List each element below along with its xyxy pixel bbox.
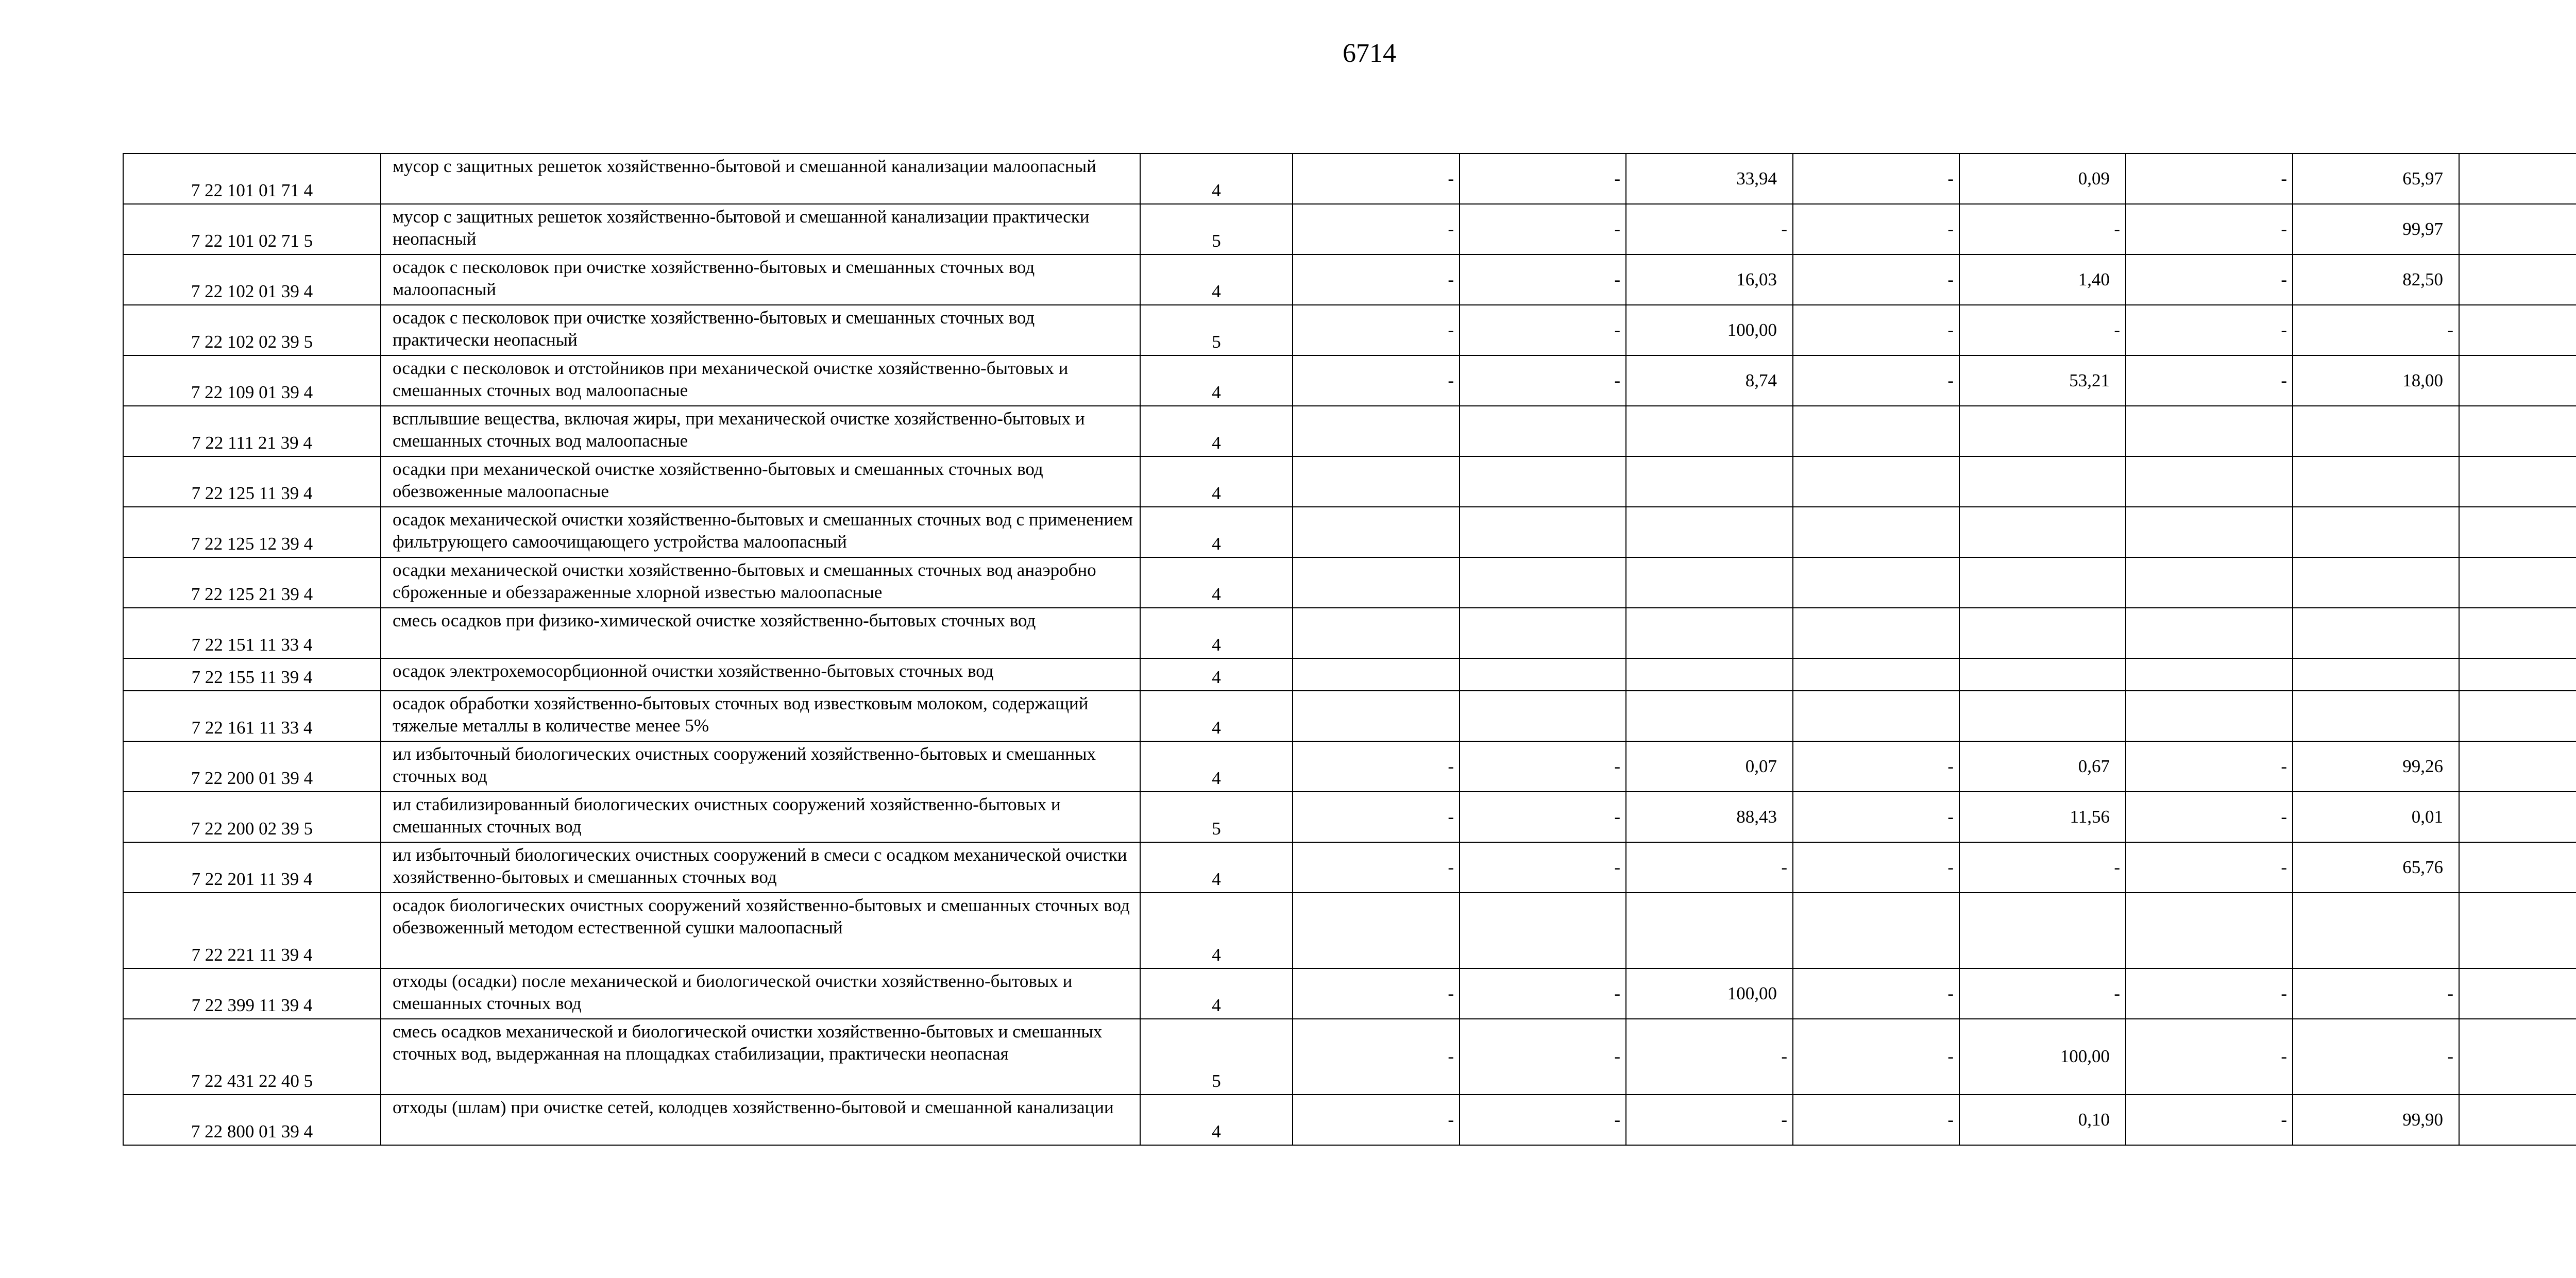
value-cell: - bbox=[1793, 968, 1959, 1019]
value-cell bbox=[1626, 658, 1793, 691]
value-cell: - bbox=[1626, 1019, 1793, 1095]
value-cell bbox=[1293, 893, 1460, 968]
value-cell: - bbox=[1460, 254, 1626, 305]
value-cell: - bbox=[2126, 305, 2293, 355]
value-cell: - bbox=[2126, 968, 2293, 1019]
value-cell bbox=[1626, 456, 1793, 507]
value-cell bbox=[1793, 608, 1959, 658]
value-cell bbox=[1626, 893, 1793, 968]
value-cell bbox=[1793, 406, 1959, 456]
value-cell: 100,00 bbox=[1626, 968, 1793, 1019]
hazard-class-cell: 4 bbox=[1140, 691, 1293, 741]
value-cell bbox=[1460, 456, 1626, 507]
value-cell: - bbox=[1793, 792, 1959, 842]
waste-code-cell: 7 22 125 12 39 4 bbox=[123, 507, 381, 557]
value-cell: - bbox=[1293, 968, 1460, 1019]
waste-name-cell: ил стабилизированный биологических очистных сооружений хозяйственно-бытовых и смешанных сточных вод bbox=[381, 792, 1140, 842]
value-cell bbox=[1959, 406, 2126, 456]
value-cell bbox=[2459, 154, 2576, 204]
value-cell: 0,67 bbox=[1959, 741, 2126, 792]
value-cell: 65,76 bbox=[2293, 842, 2459, 893]
table-row bbox=[123, 305, 2576, 355]
waste-code-cell: 7 22 161 11 33 4 bbox=[123, 691, 381, 741]
value-cell: - bbox=[1460, 154, 1626, 204]
value-cell bbox=[1626, 557, 1793, 608]
value-cell bbox=[2126, 691, 2293, 741]
waste-code-cell: 7 22 125 21 39 4 bbox=[123, 557, 381, 608]
value-cell: 1,40 bbox=[1959, 254, 2126, 305]
hazard-class-cell: 4 bbox=[1140, 741, 1293, 792]
hazard-class-cell: 5 bbox=[1140, 305, 1293, 355]
waste-name-cell: смесь осадков при физико-химической очистке хозяйственно-бытовых сточных вод bbox=[381, 608, 1140, 658]
table-row bbox=[123, 406, 2576, 456]
table-row bbox=[123, 507, 2576, 557]
value-cell: - bbox=[1626, 1095, 1793, 1145]
table-row bbox=[123, 792, 2576, 842]
value-cell bbox=[2459, 893, 2576, 968]
value-cell: - bbox=[1793, 355, 1959, 406]
table-row bbox=[123, 204, 2576, 254]
waste-code-cell: 7 22 200 01 39 4 bbox=[123, 741, 381, 792]
table-row bbox=[123, 608, 2576, 658]
table-row bbox=[123, 658, 2576, 691]
value-cell bbox=[2293, 406, 2459, 456]
value-cell: - bbox=[2126, 1019, 2293, 1095]
value-cell: - bbox=[1626, 204, 1793, 254]
value-cell: 99,26 bbox=[2293, 741, 2459, 792]
value-cell bbox=[2293, 691, 2459, 741]
value-cell bbox=[2459, 406, 2576, 456]
value-cell bbox=[2459, 204, 2576, 254]
waste-name-cell: осадок механической очистки хозяйственно-бытовых и смешанных сточных вод с применением фильтрующего самоочищающего устройства малоопасный bbox=[381, 507, 1140, 557]
value-cell: 0,10 bbox=[1959, 1095, 2126, 1145]
waste-name-cell: осадок с песколовок при очистке хозяйственно-бытовых и смешанных сточных вод практически неопасный bbox=[381, 305, 1140, 355]
value-cell: 18,00 bbox=[2293, 355, 2459, 406]
value-cell: - bbox=[2126, 842, 2293, 893]
value-cell bbox=[1293, 406, 1460, 456]
value-cell bbox=[2293, 557, 2459, 608]
hazard-class-cell: 4 bbox=[1140, 658, 1293, 691]
value-cell bbox=[1959, 456, 2126, 507]
value-cell bbox=[1460, 608, 1626, 658]
value-cell bbox=[2126, 456, 2293, 507]
hazard-class-cell: 5 bbox=[1140, 204, 1293, 254]
value-cell bbox=[2459, 456, 2576, 507]
hazard-class-cell: 4 bbox=[1140, 968, 1293, 1019]
value-cell: - bbox=[1793, 254, 1959, 305]
waste-code-cell: 7 22 200 02 39 5 bbox=[123, 792, 381, 842]
value-cell bbox=[2126, 557, 2293, 608]
value-cell: - bbox=[1460, 741, 1626, 792]
waste-code-cell: 7 22 102 02 39 5 bbox=[123, 305, 381, 355]
value-cell: 0,01 bbox=[2293, 792, 2459, 842]
value-cell: - bbox=[1293, 154, 1460, 204]
value-cell bbox=[1460, 406, 1626, 456]
value-cell bbox=[2459, 968, 2576, 1019]
value-cell: 33,94 bbox=[1626, 154, 1793, 204]
value-cell bbox=[2459, 691, 2576, 741]
waste-name-cell: смесь осадков механической и биологической очистки хозяйственно-бытовых и смешанных сточных вод, выдержанная на площадках стабилизации, практически неопасная bbox=[381, 1019, 1140, 1095]
table-body bbox=[123, 154, 2576, 1145]
waste-name-cell: мусор с защитных решеток хозяйственно-бытовой и смешанной канализации малоопасный bbox=[381, 154, 1140, 204]
table-row bbox=[123, 254, 2576, 305]
value-cell: - bbox=[1293, 305, 1460, 355]
value-cell bbox=[1460, 557, 1626, 608]
value-cell: - bbox=[2126, 204, 2293, 254]
waste-code-cell: 7 22 800 01 39 4 bbox=[123, 1095, 381, 1145]
waste-code-cell: 7 22 151 11 33 4 bbox=[123, 608, 381, 658]
value-cell bbox=[1293, 507, 1460, 557]
value-cell bbox=[1959, 658, 2126, 691]
hazard-class-cell: 4 bbox=[1140, 456, 1293, 507]
value-cell bbox=[1793, 658, 1959, 691]
value-cell bbox=[2293, 456, 2459, 507]
value-cell: - bbox=[1293, 1019, 1460, 1095]
value-cell bbox=[2459, 1019, 2576, 1095]
value-cell: - bbox=[1293, 741, 1460, 792]
value-cell bbox=[2459, 1095, 2576, 1145]
value-cell: - bbox=[2293, 968, 2459, 1019]
hazard-class-cell: 4 bbox=[1140, 893, 1293, 968]
value-cell: - bbox=[1959, 968, 2126, 1019]
value-cell bbox=[2126, 658, 2293, 691]
waste-code-cell: 7 22 155 11 39 4 bbox=[123, 658, 381, 691]
table-row bbox=[123, 691, 2576, 741]
table-row bbox=[123, 1019, 2576, 1095]
hazard-class-cell: 4 bbox=[1140, 355, 1293, 406]
value-cell: - bbox=[1460, 355, 1626, 406]
waste-code-cell: 7 22 221 11 39 4 bbox=[123, 893, 381, 968]
value-cell bbox=[1460, 691, 1626, 741]
value-cell: 88,43 bbox=[1626, 792, 1793, 842]
table-row bbox=[123, 893, 2576, 968]
value-cell: - bbox=[1460, 792, 1626, 842]
waste-code-cell: 7 22 399 11 39 4 bbox=[123, 968, 381, 1019]
waste-name-cell: осадок биологических очистных сооружений хозяйственно-бытовых и смешанных сточных вод обезвоженный методом естественной сушки малоопасный bbox=[381, 893, 1140, 968]
value-cell: 53,21 bbox=[1959, 355, 2126, 406]
value-cell bbox=[1293, 658, 1460, 691]
value-cell: - bbox=[2293, 1019, 2459, 1095]
value-cell bbox=[2459, 608, 2576, 658]
hazard-class-cell: 4 bbox=[1140, 557, 1293, 608]
value-cell bbox=[2126, 893, 2293, 968]
table-row bbox=[123, 968, 2576, 1019]
value-cell bbox=[1959, 608, 2126, 658]
value-cell: 16,03 bbox=[1626, 254, 1793, 305]
value-cell: - bbox=[1793, 154, 1959, 204]
waste-name-cell: отходы (осадки) после механической и биологической очистки хозяйственно-бытовых и смешанных сточных вод bbox=[381, 968, 1140, 1019]
value-cell: 100,00 bbox=[1626, 305, 1793, 355]
waste-code-cell: 7 22 109 01 39 4 bbox=[123, 355, 381, 406]
value-cell bbox=[1293, 691, 1460, 741]
value-cell: - bbox=[2126, 1095, 2293, 1145]
waste-code-cell: 7 22 101 02 71 5 bbox=[123, 204, 381, 254]
value-cell bbox=[2459, 842, 2576, 893]
hazard-class-cell: 5 bbox=[1140, 792, 1293, 842]
value-cell: 100,00 bbox=[1959, 1019, 2126, 1095]
value-cell: 82,50 bbox=[2293, 254, 2459, 305]
value-cell bbox=[1293, 557, 1460, 608]
value-cell: - bbox=[1793, 204, 1959, 254]
waste-code-cell: 7 22 101 01 71 4 bbox=[123, 154, 381, 204]
value-cell bbox=[1959, 557, 2126, 608]
value-cell: - bbox=[2293, 305, 2459, 355]
value-cell bbox=[2459, 507, 2576, 557]
value-cell: - bbox=[1793, 842, 1959, 893]
value-cell bbox=[2459, 557, 2576, 608]
value-cell bbox=[2126, 608, 2293, 658]
value-cell: - bbox=[2126, 792, 2293, 842]
value-cell bbox=[1793, 507, 1959, 557]
value-cell bbox=[1793, 456, 1959, 507]
table-row bbox=[123, 842, 2576, 893]
value-cell bbox=[1460, 658, 1626, 691]
value-cell bbox=[1793, 691, 1959, 741]
value-cell bbox=[2126, 507, 2293, 557]
value-cell: - bbox=[1959, 842, 2126, 893]
value-cell bbox=[2459, 658, 2576, 691]
waste-name-cell: осадки с песколовок и отстойников при механической очистке хозяйственно-бытовых и смешанных сточных вод малоопасные bbox=[381, 355, 1140, 406]
value-cell: - bbox=[1793, 1019, 1959, 1095]
waste-name-cell: осадки при механической очистке хозяйственно-бытовых и смешанных сточных вод обезвоженные малоопасные bbox=[381, 456, 1140, 507]
value-cell: - bbox=[1793, 305, 1959, 355]
value-cell: - bbox=[1460, 1019, 1626, 1095]
value-cell: - bbox=[2126, 741, 2293, 792]
waste-code-cell: 7 22 201 11 39 4 bbox=[123, 842, 381, 893]
table-row bbox=[123, 456, 2576, 507]
value-cell: 11,56 bbox=[1959, 792, 2126, 842]
value-cell: 8,74 bbox=[1626, 355, 1793, 406]
hazard-class-cell: 4 bbox=[1140, 842, 1293, 893]
value-cell: - bbox=[1293, 842, 1460, 893]
value-cell bbox=[2293, 658, 2459, 691]
waste-name-cell: отходы (шлам) при очистке сетей, колодцев хозяйственно-бытовой и смешанной канализации bbox=[381, 1095, 1140, 1145]
value-cell bbox=[1959, 691, 2126, 741]
value-cell bbox=[2293, 507, 2459, 557]
value-cell bbox=[2126, 406, 2293, 456]
table-row bbox=[123, 741, 2576, 792]
value-cell bbox=[1959, 507, 2126, 557]
value-cell bbox=[1959, 893, 2126, 968]
value-cell bbox=[1460, 507, 1626, 557]
value-cell bbox=[2459, 254, 2576, 305]
hazard-class-cell: 4 bbox=[1140, 507, 1293, 557]
value-cell bbox=[1293, 456, 1460, 507]
value-cell: 65,97 bbox=[2293, 154, 2459, 204]
value-cell bbox=[1626, 691, 1793, 741]
waste-name-cell: осадок с песколовок при очистке хозяйственно-бытовых и смешанных сточных вод малоопасный bbox=[381, 254, 1140, 305]
value-cell bbox=[2459, 305, 2576, 355]
waste-composition-table bbox=[123, 153, 2576, 1146]
value-cell: - bbox=[1460, 968, 1626, 1019]
value-cell: - bbox=[1460, 842, 1626, 893]
hazard-class-cell: 4 bbox=[1140, 254, 1293, 305]
waste-name-cell: осадок электрохемосорбционной очистки хозяйственно-бытовых сточных вод bbox=[381, 658, 1140, 691]
value-cell: - bbox=[1293, 355, 1460, 406]
value-cell: - bbox=[1293, 792, 1460, 842]
value-cell: - bbox=[1460, 305, 1626, 355]
value-cell: - bbox=[2126, 254, 2293, 305]
value-cell bbox=[2459, 792, 2576, 842]
waste-code-cell: 7 22 125 11 39 4 bbox=[123, 456, 381, 507]
waste-code-cell: 7 22 102 01 39 4 bbox=[123, 254, 381, 305]
value-cell bbox=[2459, 355, 2576, 406]
value-cell: - bbox=[1959, 305, 2126, 355]
table-row bbox=[123, 355, 2576, 406]
waste-code-cell: 7 22 431 22 40 5 bbox=[123, 1019, 381, 1095]
value-cell: - bbox=[1793, 1095, 1959, 1145]
hazard-class-cell: 5 bbox=[1140, 1019, 1293, 1095]
value-cell: - bbox=[1460, 1095, 1626, 1145]
table-row bbox=[123, 1095, 2576, 1145]
hazard-class-cell: 4 bbox=[1140, 608, 1293, 658]
value-cell: 0,09 bbox=[1959, 154, 2126, 204]
table-row bbox=[123, 557, 2576, 608]
waste-name-cell: ил избыточный биологических очистных сооружений в смеси с осадком механической очистки хозяйственно-бытовых и смешанных сточных вод bbox=[381, 842, 1140, 893]
value-cell: - bbox=[1293, 204, 1460, 254]
value-cell bbox=[2459, 741, 2576, 792]
value-cell: - bbox=[1626, 842, 1793, 893]
hazard-class-cell: 4 bbox=[1140, 1095, 1293, 1145]
value-cell: - bbox=[2126, 154, 2293, 204]
value-cell bbox=[1293, 608, 1460, 658]
value-cell bbox=[1460, 893, 1626, 968]
value-cell: - bbox=[1959, 204, 2126, 254]
value-cell: - bbox=[1293, 254, 1460, 305]
value-cell bbox=[2293, 608, 2459, 658]
value-cell bbox=[2293, 893, 2459, 968]
value-cell: 0,07 bbox=[1626, 741, 1793, 792]
value-cell: - bbox=[1460, 204, 1626, 254]
page-number: 6714 bbox=[1343, 39, 1396, 68]
waste-code-cell: 7 22 111 21 39 4 bbox=[123, 406, 381, 456]
waste-name-cell: ил избыточный биологических очистных сооружений хозяйственно-бытовых и смешанных сточных вод bbox=[381, 741, 1140, 792]
value-cell: 99,90 bbox=[2293, 1095, 2459, 1145]
table-row bbox=[123, 154, 2576, 204]
waste-name-cell: всплывшие вещества, включая жиры, при механической очистке хозяйственно-бытовых и смешанных сточных вод малоопасные bbox=[381, 406, 1140, 456]
value-cell bbox=[1626, 608, 1793, 658]
value-cell bbox=[1793, 893, 1959, 968]
value-cell: 99,97 bbox=[2293, 204, 2459, 254]
value-cell bbox=[1793, 557, 1959, 608]
value-cell bbox=[1626, 507, 1793, 557]
waste-name-cell: мусор с защитных решеток хозяйственно-бытовой и смешанной канализации практически неопасный bbox=[381, 204, 1140, 254]
waste-name-cell: осадок обработки хозяйственно-бытовых сточных вод известковым молоком, содержащий тяжелые металлы в количестве менее 5% bbox=[381, 691, 1140, 741]
value-cell: - bbox=[2126, 355, 2293, 406]
hazard-class-cell: 4 bbox=[1140, 154, 1293, 204]
value-cell: - bbox=[1293, 1095, 1460, 1145]
hazard-class-cell: 4 bbox=[1140, 406, 1293, 456]
value-cell bbox=[1626, 406, 1793, 456]
waste-name-cell: осадки механической очистки хозяйственно-бытовых и смешанных сточных вод анаэробно сброженные и обеззараженные хлорной известью малоопасные bbox=[381, 557, 1140, 608]
value-cell: - bbox=[1793, 741, 1959, 792]
